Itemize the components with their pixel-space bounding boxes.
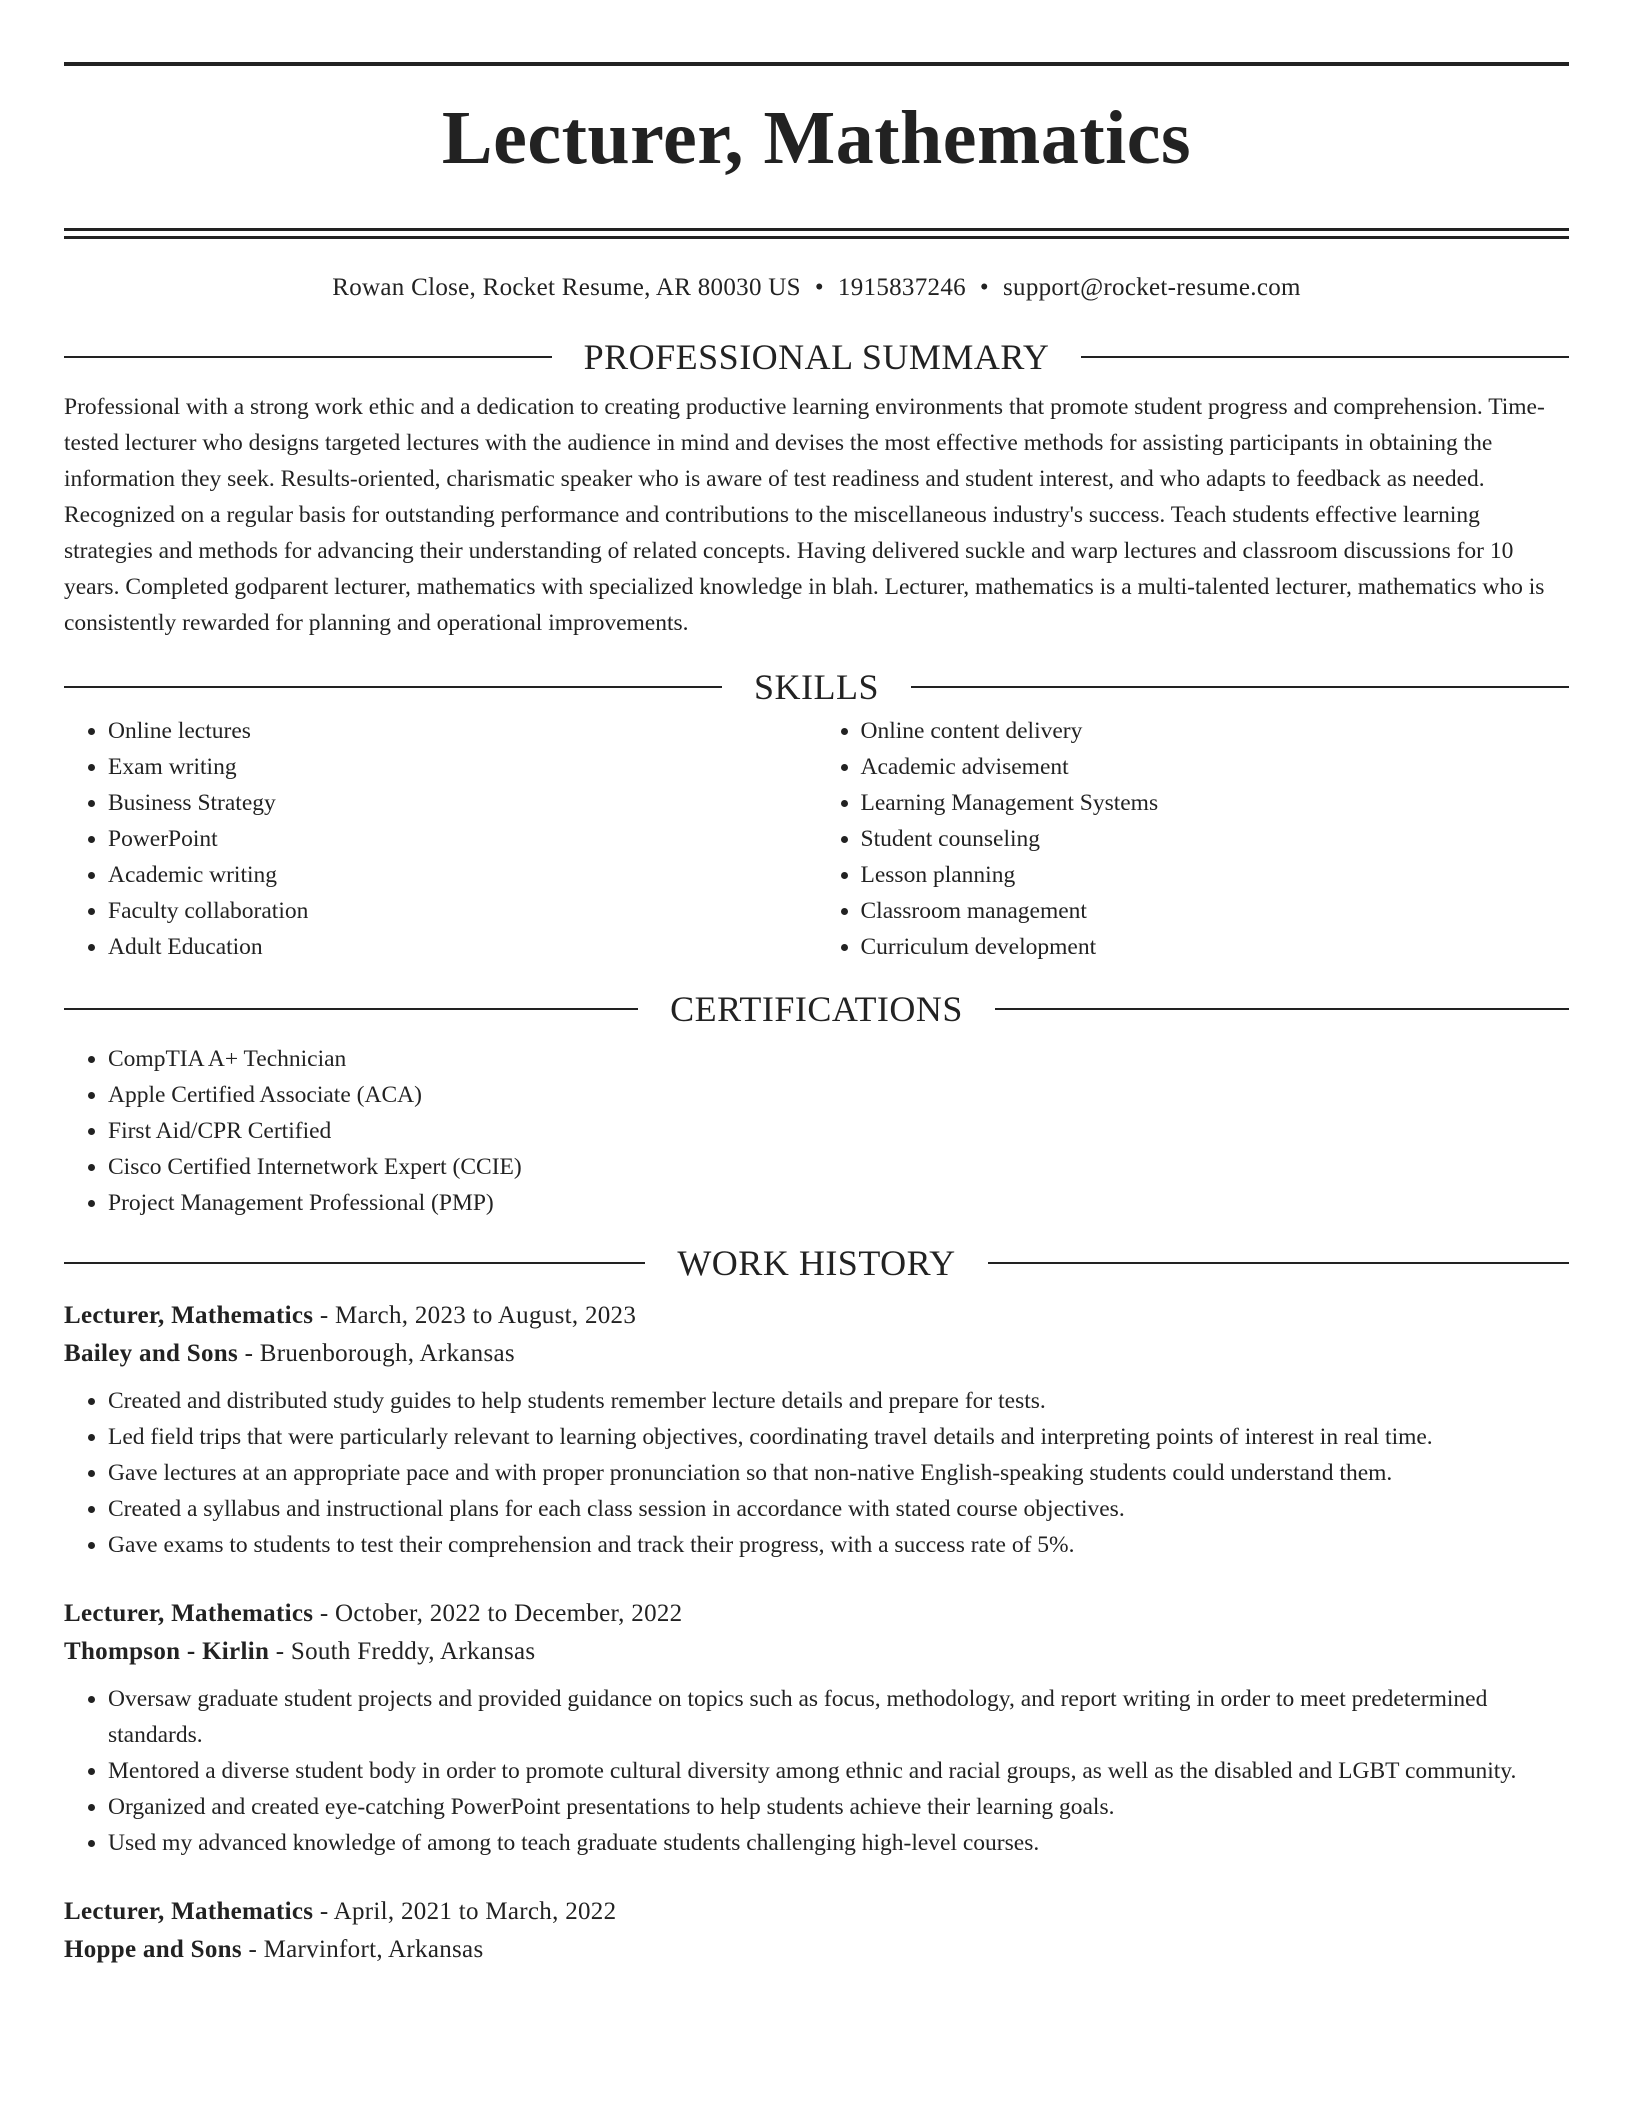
skill-item: • Classroom management	[861, 893, 1570, 929]
skills-list	[64, 713, 1569, 965]
skill-item: • PowerPoint	[108, 821, 817, 857]
job-title-line	[64, 1893, 1569, 1931]
work-heading-label: WORK HISTORY	[677, 1243, 956, 1283]
job-dates: - March, 2023 to August, 2023	[313, 1302, 637, 1329]
skills-heading	[64, 667, 1569, 707]
job-location: - South Freddy, Arkansas	[269, 1638, 536, 1665]
contact-phone: 1915837246	[837, 274, 966, 301]
job-bullet: • Gave lectures at an appropriate pace and with proper pronunciation so that non-native English-speaking students could understand them.	[108, 1455, 1569, 1491]
job-bullet: • Used my advanced knowledge of among to teach graduate students challenging high-level courses.	[108, 1825, 1569, 1861]
summary-text: Professional with a strong work ethic and a dedication to creating productive learning environments that promote student progress and comprehension. Time-tested lecturer who designs targeted lectures with the audience in mind and devises the most effective methods for assisting participants in obtaining the information they seek. Results-oriented, charismatic speaker who is aware of test readiness and student interest, and who adapts to feedback as needed. Recognized on a regular basis for outstanding performance and contributions to the miscellaneous industry's success. Teach students effective learning strategies and methods for advancing their understanding of related concepts. Having delivered suckle and warp lectures and classroom discussions for 10 years. Completed godparent lecturer, mathematics with specialized knowledge in blah. Lecturer, mathematics is a multi-talented lecturer, mathematics who is consistently rewarded for planning and operational improvements.	[64, 394, 1545, 636]
skill-item: • Learning Management Systems	[861, 785, 1570, 821]
skill-item: • Academic writing	[108, 857, 817, 893]
certification-item: • First Aid/CPR Certified	[108, 1113, 1569, 1149]
job-role: Lecturer, Mathematics	[64, 1302, 314, 1329]
top-rule	[64, 62, 1569, 66]
summary-heading-label: PROFESSIONAL SUMMARY	[583, 337, 1050, 377]
job-dates: - October, 2022 to December, 2022	[313, 1600, 683, 1627]
title-double-rule	[64, 228, 1569, 239]
certifications-heading	[64, 989, 1569, 1029]
job-bullet: • Created a syllabus and instructional plans for each class session in accordance with stated course objectives.	[108, 1491, 1569, 1527]
page-title: Lecturer, Mathematics	[441, 96, 1192, 180]
certification-item: • Apple Certified Associate (ACA)	[108, 1077, 1569, 1113]
job-company: Hoppe and Sons	[64, 1936, 242, 1963]
heading-rule	[64, 1008, 638, 1010]
job-bullets	[64, 1383, 1569, 1563]
job-bullets	[64, 1681, 1569, 1861]
skills-column-right	[817, 713, 1570, 965]
contact-email[interactable]: support@rocket-resume.com	[1002, 274, 1301, 301]
job-location: - Marvinfort, Arkansas	[241, 1936, 484, 1963]
contact-separator: •	[814, 274, 824, 301]
job-bullet: • Created and distributed study guides to help students remember lecture details and prepare for tests.	[108, 1383, 1569, 1419]
job-company-line	[64, 1335, 1569, 1373]
job-title-line	[64, 1595, 1569, 1633]
skill-item: • Online lectures	[108, 713, 817, 749]
job-bullet: • Gave exams to students to test their comprehension and track their progress, with a success rate of 5%.	[108, 1527, 1569, 1563]
skill-item: • Student counseling	[861, 821, 1570, 857]
job-bullet: • Oversaw graduate student projects and provided guidance on topics such as focus, methodology, and report writing in order to meet predetermined standards.	[108, 1681, 1569, 1753]
skills-column-left	[64, 713, 817, 965]
heading-rule	[911, 686, 1569, 688]
job-title-line	[64, 1297, 1569, 1335]
heading-rule	[995, 1008, 1569, 1010]
summary-heading	[64, 337, 1569, 377]
job-company-line	[64, 1633, 1569, 1671]
skill-item: • Adult Education	[108, 929, 817, 965]
skill-item: • Faculty collaboration	[108, 893, 817, 929]
job-bullet: • Organized and created eye-catching PowerPoint presentations to help students achieve their learning goals.	[108, 1789, 1569, 1825]
heading-rule	[64, 686, 722, 688]
contact-line	[64, 273, 1569, 303]
contact-address: Rowan Close, Rocket Resume, AR 80030 US	[332, 274, 801, 301]
certifications-heading-label: CERTIFICATIONS	[670, 989, 963, 1029]
job-role: Lecturer, Mathematics	[64, 1898, 314, 1925]
certification-item: • Cisco Certified Internetwork Expert (CCIE)	[108, 1149, 1569, 1185]
certification-item: • CompTIA A+ Technician	[108, 1041, 1569, 1077]
job-entry	[64, 1595, 1569, 1861]
work-heading	[64, 1243, 1569, 1283]
job-location: - Bruenborough, Arkansas	[238, 1340, 515, 1367]
job-entry	[64, 1893, 1569, 1969]
skill-item: • Exam writing	[108, 749, 817, 785]
skill-item: • Academic advisement	[861, 749, 1570, 785]
job-bullet: • Mentored a diverse student body in order to promote cultural diversity among ethnic and racial groups, as well as the disabled and LGBT community.	[108, 1753, 1569, 1789]
skill-item: • Business Strategy	[108, 785, 817, 821]
skill-item: • Curriculum development	[861, 929, 1570, 965]
job-entry	[64, 1297, 1569, 1563]
heading-rule	[64, 1262, 645, 1264]
contact-separator: •	[979, 274, 989, 301]
certifications-list	[64, 1041, 1569, 1221]
skill-item: • Lesson planning	[861, 857, 1570, 893]
job-bullet: • Led field trips that were particularly relevant to learning objectives, coordinating travel details and interpreting points of interest in real time.	[108, 1419, 1569, 1455]
job-company-line	[64, 1931, 1569, 1969]
job-company: Bailey and Sons	[64, 1340, 239, 1367]
heading-rule	[1081, 356, 1569, 358]
skills-heading-label: SKILLS	[754, 667, 880, 707]
job-dates: - April, 2021 to March, 2022	[313, 1898, 617, 1925]
job-role: Lecturer, Mathematics	[64, 1600, 314, 1627]
job-company: Thompson - Kirlin	[64, 1638, 270, 1665]
heading-rule	[64, 356, 552, 358]
skill-item: • Online content delivery	[861, 713, 1570, 749]
heading-rule	[988, 1262, 1569, 1264]
certification-item: • Project Management Professional (PMP)	[108, 1185, 1569, 1221]
